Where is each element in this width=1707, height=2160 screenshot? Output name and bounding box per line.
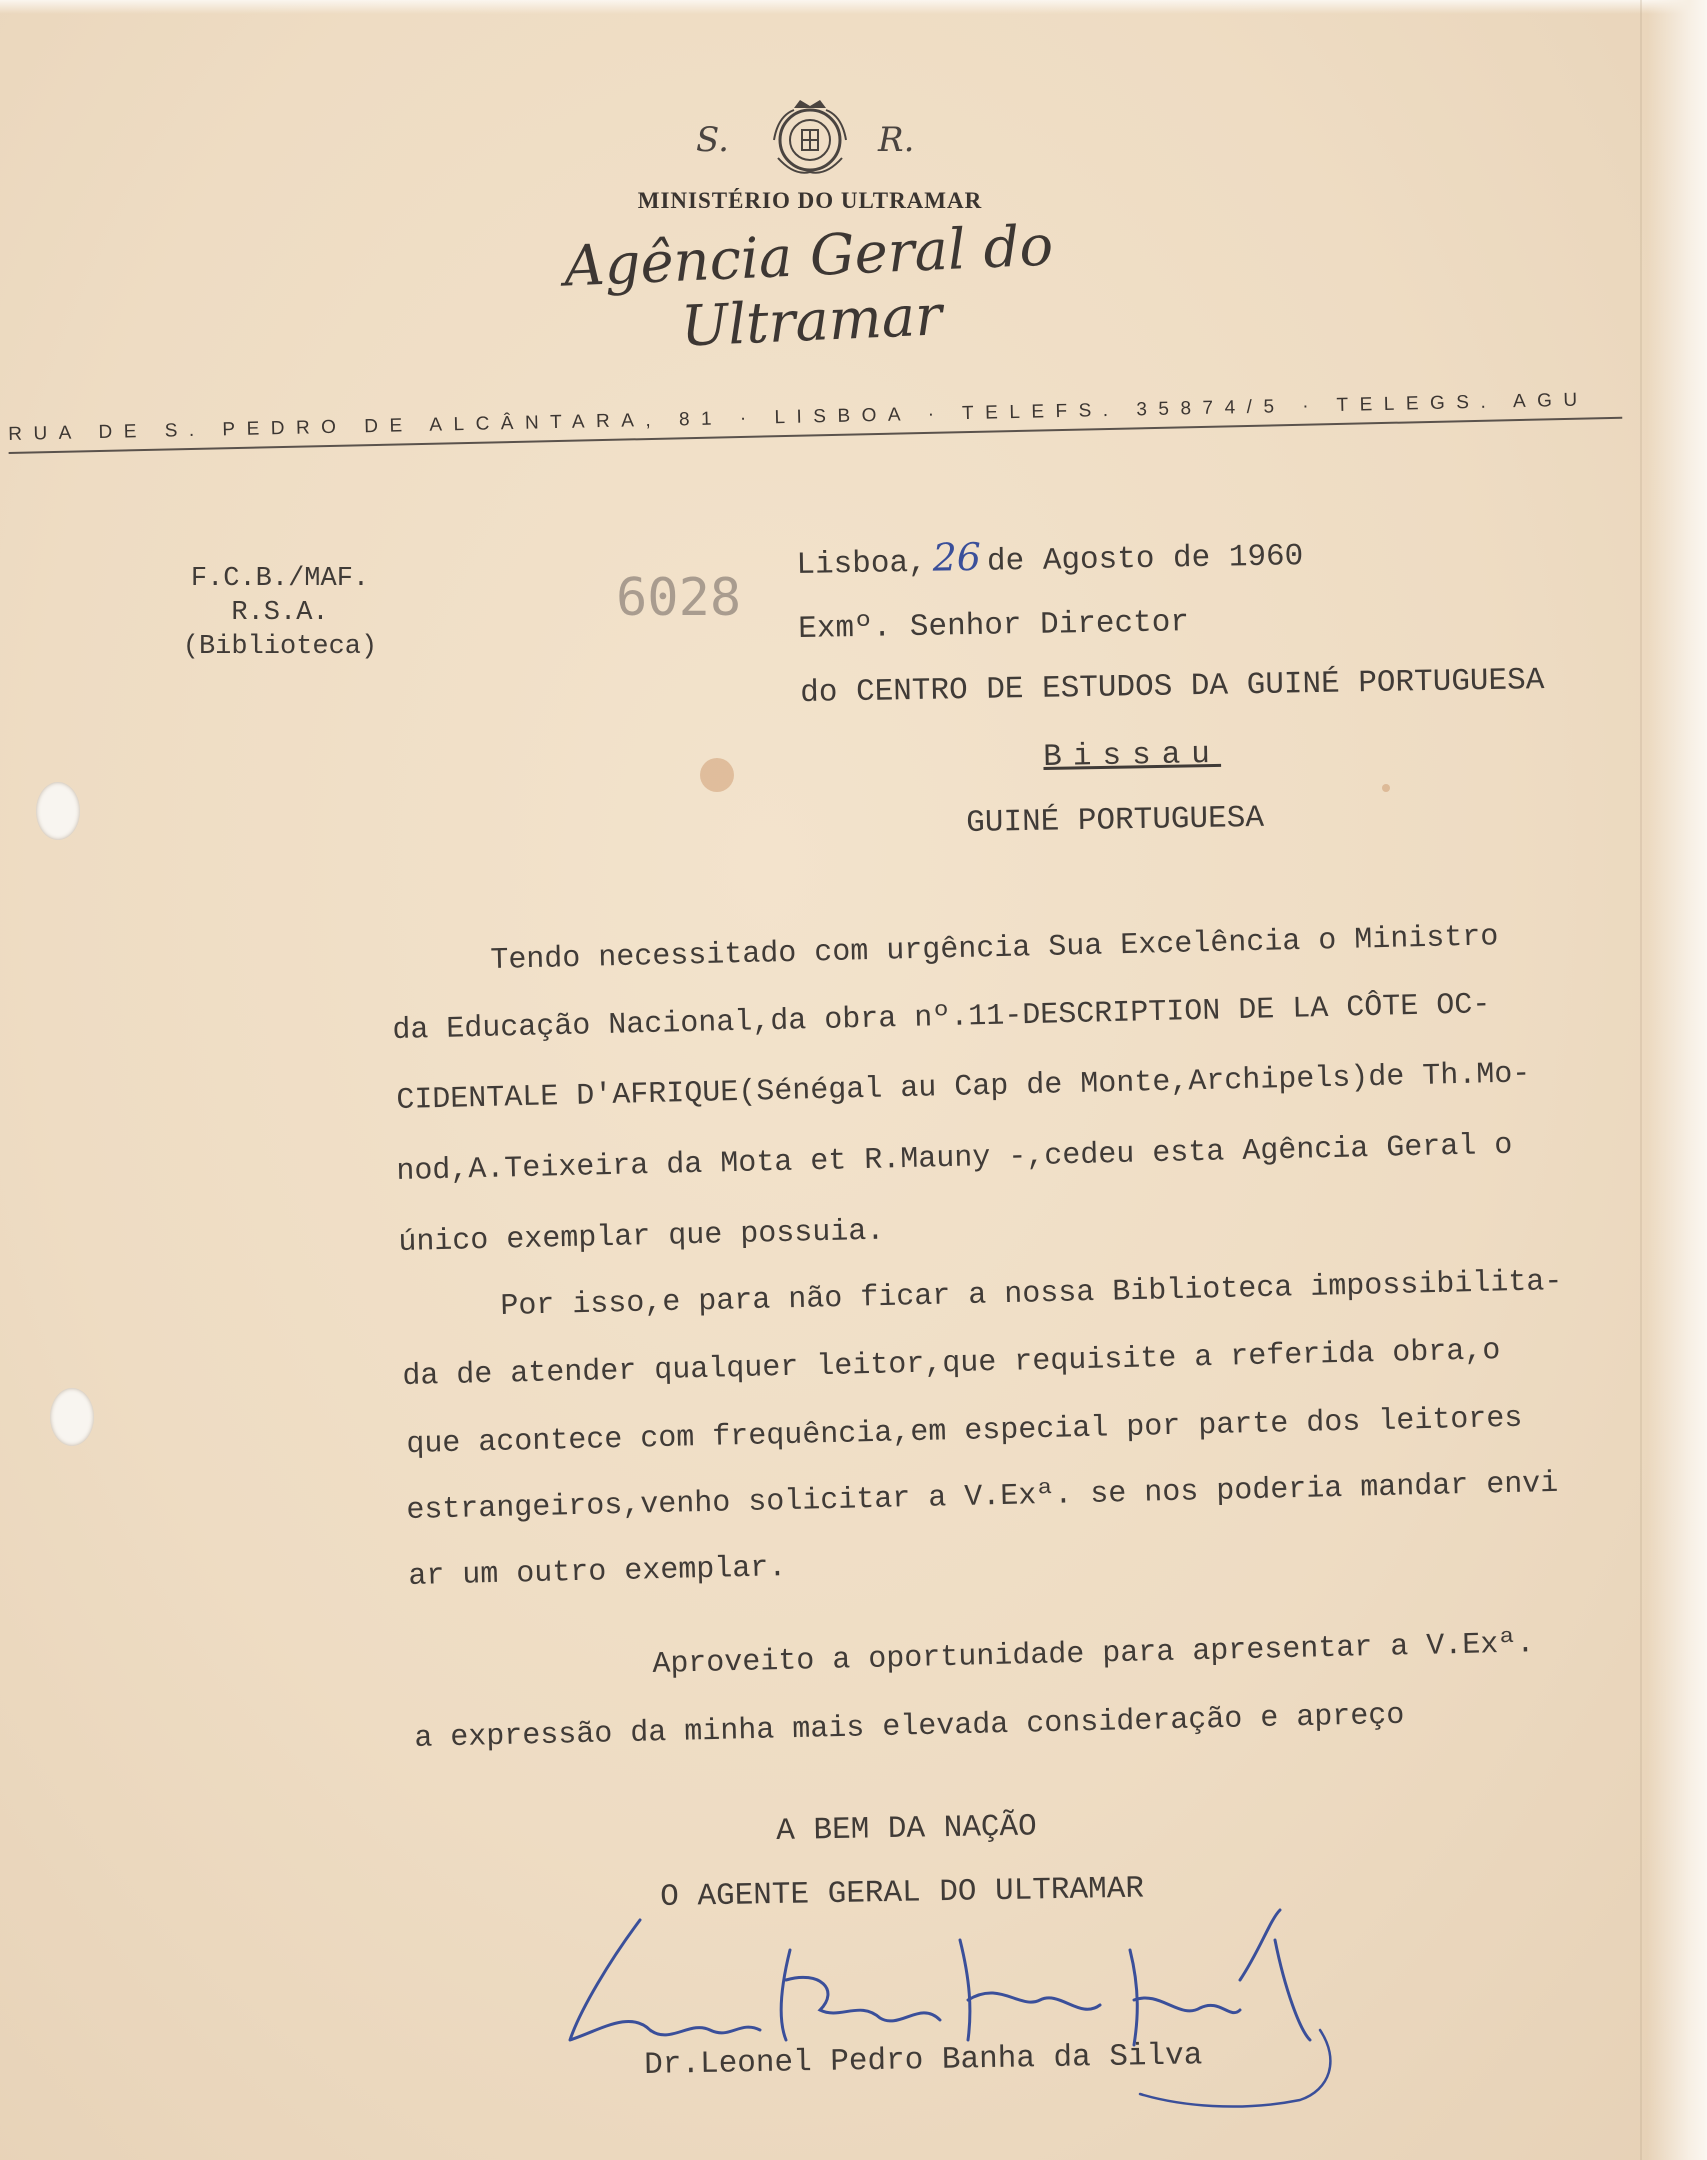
punch-hole-upper xyxy=(36,782,80,840)
letterhead-address-bar xyxy=(8,389,1628,454)
body-line: que acontece com frequência,em especial por parte dos leitores xyxy=(406,1401,1523,1462)
date-place: Lisboa, xyxy=(796,545,927,583)
letterhead-address: RUA DE S. PEDRO DE ALCÂNTARA, 81 · LISBOA · TELEFS. 35874/5 · TELEGS. AGU xyxy=(8,389,1589,445)
date-rest: de Agosto de 1960 xyxy=(986,539,1304,580)
monogram-s: S. xyxy=(696,120,729,160)
signatory-name: Dr.Leonel Pedro Banha da Silva xyxy=(644,2038,1203,2083)
registry-stamp-number: 6028 xyxy=(616,568,742,628)
monogram-r: R. xyxy=(878,120,915,160)
agency-script-title: Agência Geral do Ultramar xyxy=(562,213,1055,360)
body-line: estrangeiros,venho solicitar a V.Exª. se nos poderia mandar envi xyxy=(406,1466,1559,1528)
paper-top-edge xyxy=(0,0,1707,14)
punch-hole-lower xyxy=(50,1388,94,1446)
reference-line: R.S.A. xyxy=(231,598,329,628)
closing-title: O AGENTE GERAL DO ULTRAMAR xyxy=(660,1871,1145,1915)
date-day-handwritten: 26 xyxy=(932,534,982,580)
body-line: Por isso,e para não ficar a nossa Biblioteca impossibilita- xyxy=(500,1264,1563,1324)
ministry-heading: MINISTÉRIO DO ULTRAMAR xyxy=(637,188,983,213)
reference-line: (Biblioteca) xyxy=(182,632,378,662)
paper-right-edge xyxy=(1647,0,1707,2160)
body-line: Aproveito a oportunidade para apresentar a V.Exª. xyxy=(652,1627,1535,1682)
paper-fold-line xyxy=(1640,0,1642,2160)
body-line: da de atender qualquer leitor,que requisite a referida obra,o xyxy=(402,1334,1501,1394)
body-line: nod,A.Teixeira da Mota et R.Mauny -,cedeu esta Agência Geral o xyxy=(396,1128,1513,1189)
recipient-city: Bissau xyxy=(1043,736,1222,775)
body-line: único exemplar que possuia. xyxy=(398,1214,885,1260)
recipient-country: GUINÉ PORTUGUESA xyxy=(966,800,1265,841)
reference-line: F.C.B./MAF. xyxy=(190,564,370,594)
recipient-line: Exmº. Senhor Director xyxy=(798,605,1190,647)
closing-motto: A BEM DA NAÇÃO xyxy=(776,1809,1038,1849)
paper-stain xyxy=(700,758,734,792)
reference-block xyxy=(150,562,410,664)
paper-stain-small xyxy=(1382,784,1390,792)
date-line xyxy=(796,529,1304,583)
recipient-institution: do CENTRO DE ESTUDOS DA GUINÉ PORTUGUESA xyxy=(800,663,1545,711)
coat-of-arms-icon xyxy=(764,96,856,178)
body-line: CIDENTALE D'AFRIQUE(Sénégal au Cap de Monte,Archipels)de Th.Mo- xyxy=(396,1057,1531,1118)
body-line: Tendo necessitado com urgência Sua Excelência o Ministro xyxy=(490,920,1499,978)
body-line: a expressão da minha mais elevada consideração e apreço xyxy=(414,1698,1405,1756)
body-line: da Educação Nacional,da obra nº.11-DESCRIPTION DE LA CÔTE OC- xyxy=(392,988,1491,1048)
body-line: ar um outro exemplar. xyxy=(408,1551,787,1594)
